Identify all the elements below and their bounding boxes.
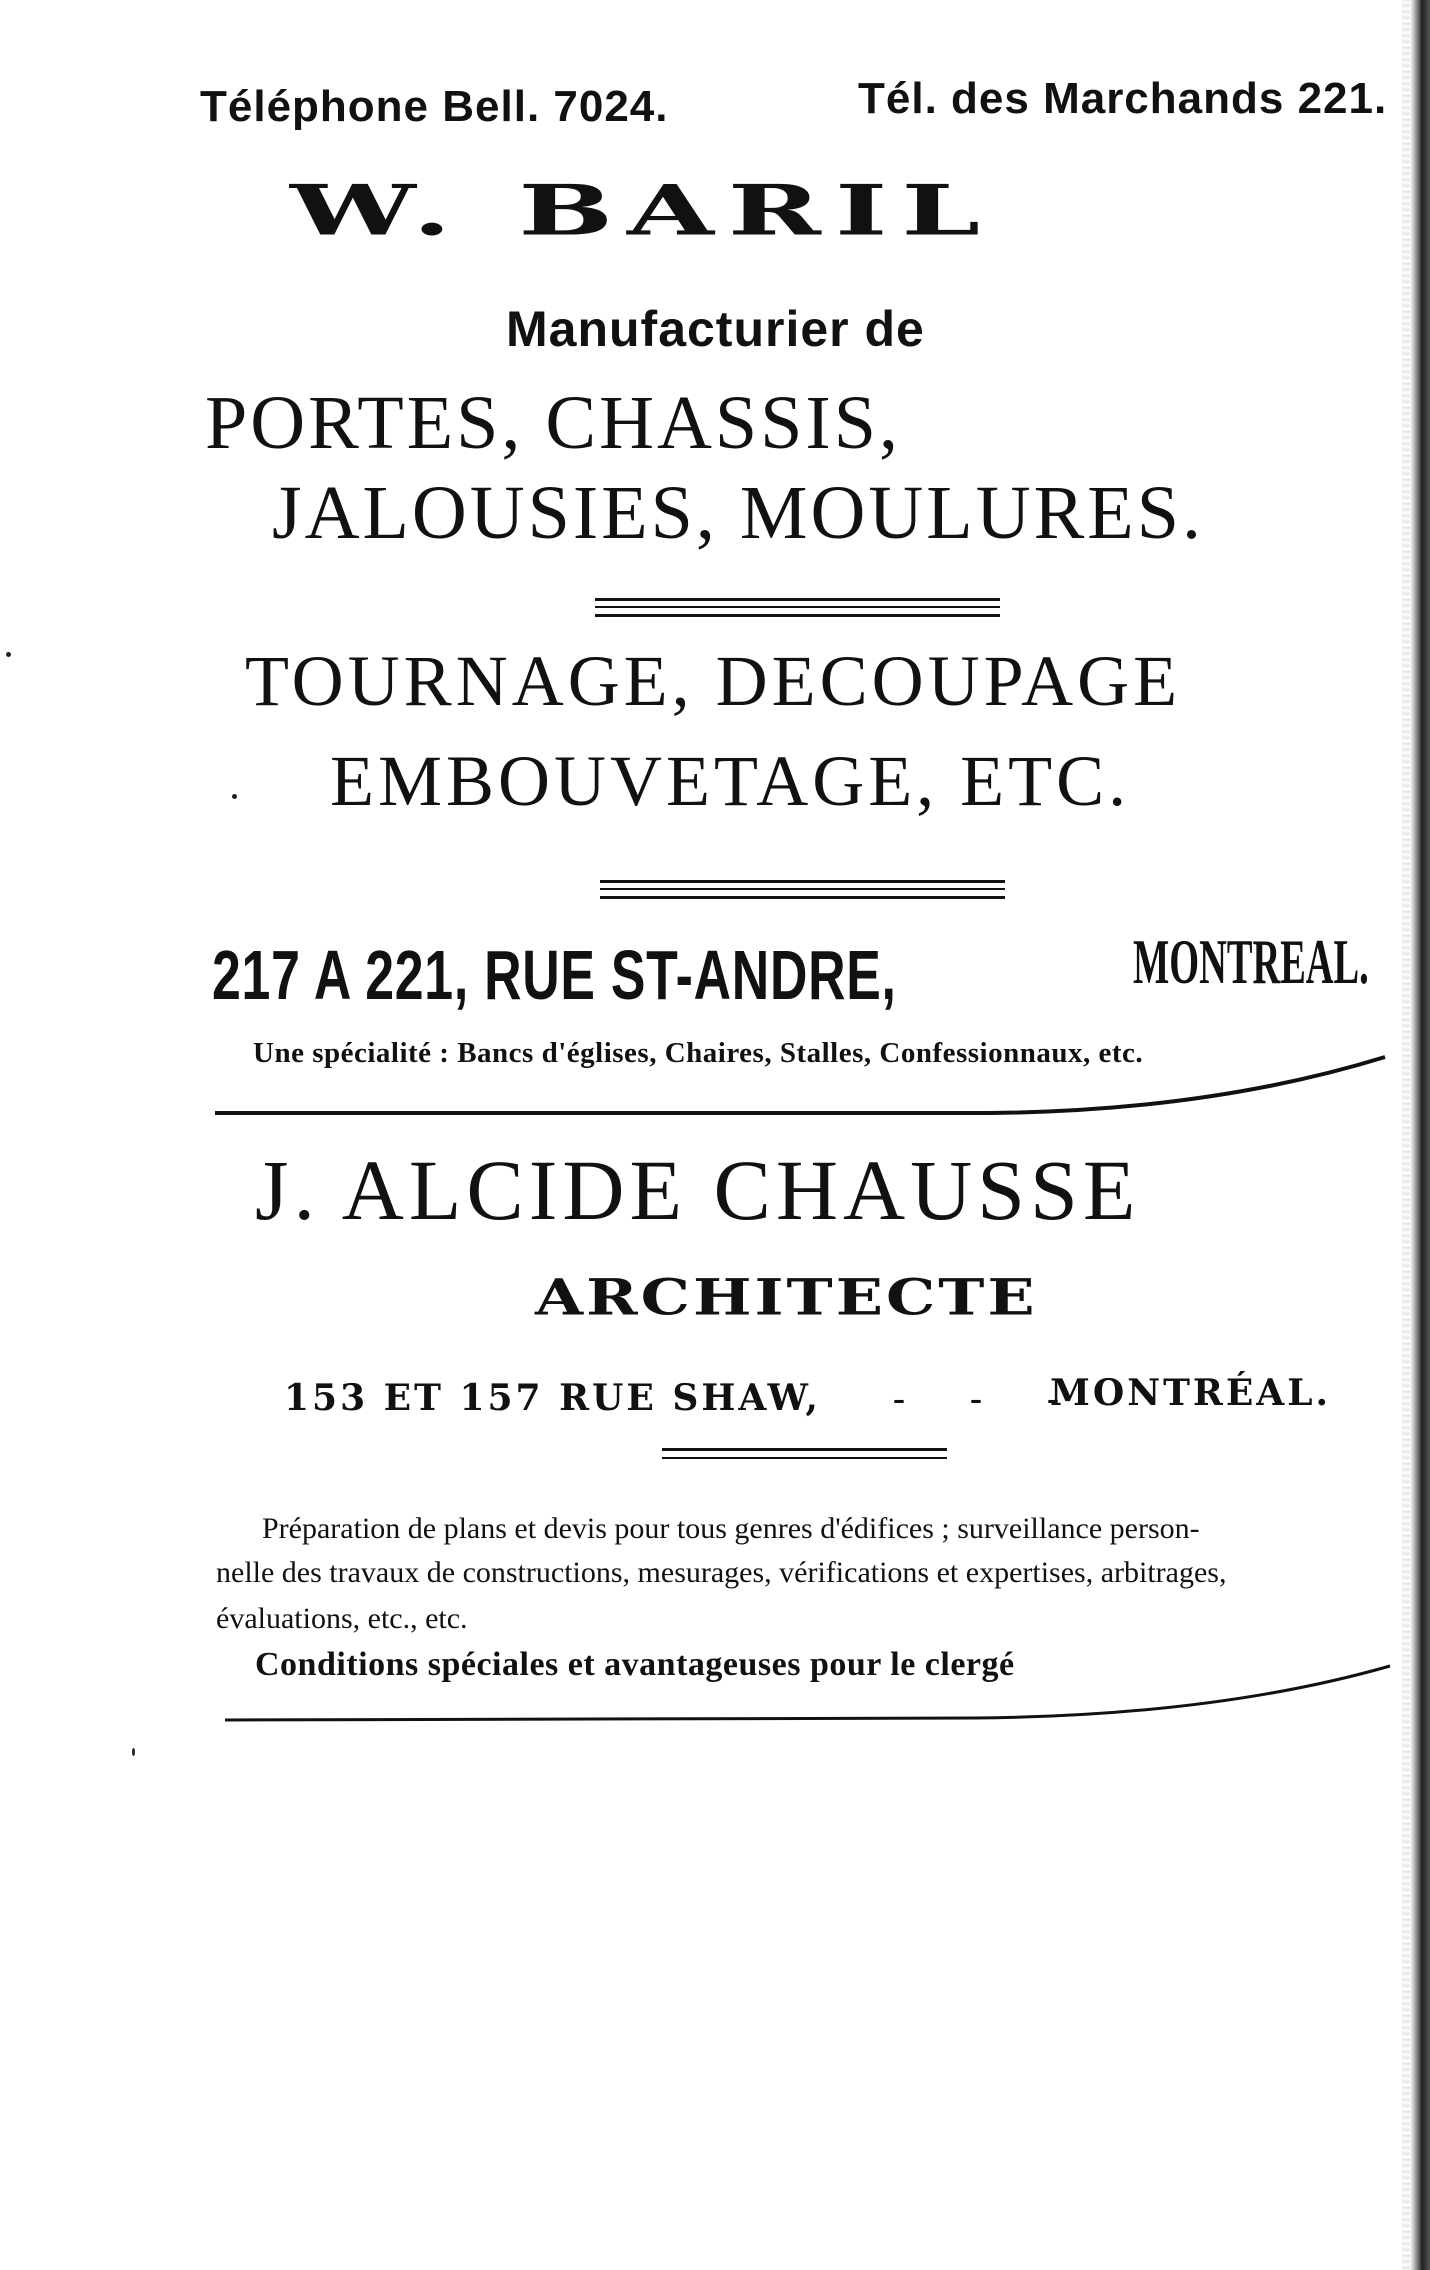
divider-rule <box>595 614 1000 617</box>
scan-speck <box>132 1748 135 1756</box>
baril-services-line1: TOURNAGE, DECOUPAGE <box>245 641 1182 721</box>
telephone-bell: Téléphone Bell. 7024. <box>200 82 669 131</box>
baril-title: Manufacturier de <box>506 301 925 357</box>
divider-rule <box>600 896 1005 899</box>
divider-rule <box>600 888 1005 890</box>
divider-rule <box>595 606 1000 608</box>
chausse-city: MONTRÉAL. <box>1050 1372 1332 1414</box>
chausse-name: J. ALCIDE CHAUSSE <box>255 1142 1141 1238</box>
chausse-address-dashes: - - - <box>893 1378 1087 1418</box>
divider-rule <box>595 598 1000 601</box>
baril-name: W. BARIL <box>290 170 995 252</box>
telephone-marchands: Tél. des Marchands 221. <box>858 74 1388 123</box>
baril-services-line2: EMBOUVETAGE, ETC. <box>330 741 1131 821</box>
baril-products-line2: JALOUSIES, MOULURES. <box>272 471 1204 555</box>
chausse-description-line3: évaluations, etc., etc. <box>216 1602 468 1635</box>
chausse-address: 153 ET 157 RUE SHAW, <box>284 1377 821 1419</box>
chausse-conditions: Conditions spéciales et avantageuses pour le clergé <box>255 1646 1015 1683</box>
baril-specialty: Une spécialité : Bancs d'églises, Chaires, Stalles, Confessionnaux, etc. <box>253 1037 1144 1069</box>
bottom-separator-swash <box>215 1658 1395 1738</box>
divider-rule <box>600 880 1005 883</box>
section-separator-swash <box>210 1045 1390 1125</box>
baril-products-line1: PORTES, CHASSIS, <box>205 381 901 465</box>
baril-address: 217 A 221, RUE ST-ANDRE, <box>212 936 897 1014</box>
chausse-description-line2: nelle des travaux de constructions, mesurages, vérifications et expertises, arbitrages, <box>216 1556 1227 1589</box>
scan-speck <box>232 794 237 799</box>
chausse-description-line1: Préparation de plans et devis pour tous genres d'édifices ; surveillance person- <box>262 1512 1200 1545</box>
baril-city: MONTREAL. <box>1133 926 1369 997</box>
chausse-title: ARCHITECTE <box>535 1268 1038 1327</box>
page-edge-shadow <box>1410 0 1430 2270</box>
scan-speck <box>6 652 11 657</box>
divider-rule <box>662 1448 947 1451</box>
divider-rule <box>662 1457 947 1459</box>
page-edge-texture <box>1402 0 1410 2270</box>
